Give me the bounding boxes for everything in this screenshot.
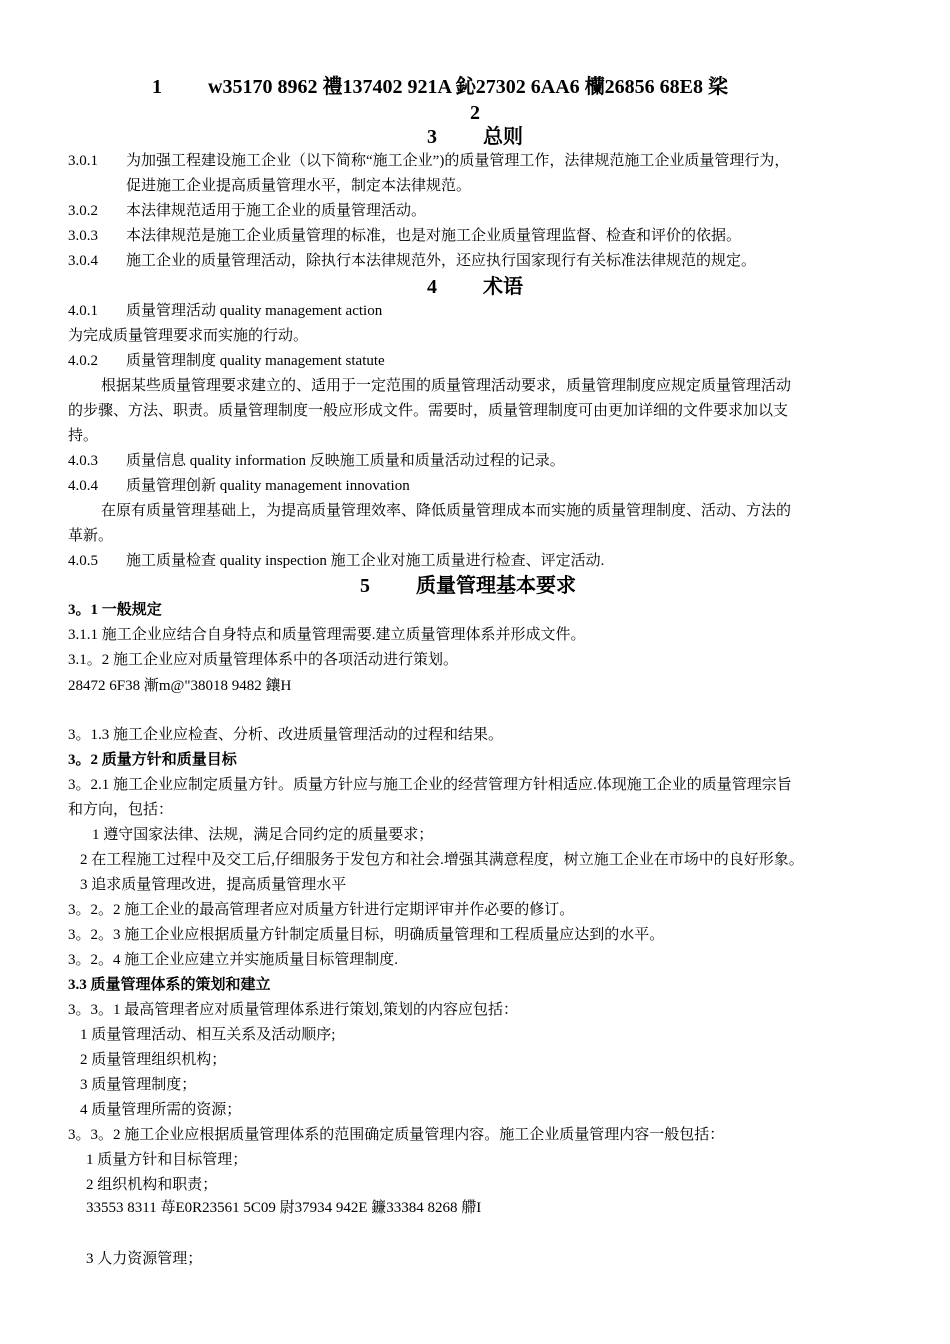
paragraph-3-2-1-line2: 和方向，包括： — [68, 802, 174, 818]
garbled-line-2: 33553 8311 苺E0R23561 5C09 尉37934 942E 鐮33384 8268 艜I — [86, 1200, 482, 1216]
term-definition: 革新。 — [68, 528, 114, 544]
heading-1-number: 1 — [152, 76, 162, 98]
term-4-0-1 — [68, 301, 382, 321]
heading-4-number: 4 — [427, 276, 437, 298]
heading-4-text: 术语 — [483, 276, 523, 298]
term-number: 4.0.4 — [68, 478, 98, 494]
heading-4 — [0, 274, 950, 300]
paragraph-3-3-2: 3。3。2 施工企业应根据质量管理体系的范围确定质量管理内容。施工企业质量管理内容一般包括： — [68, 1127, 725, 1143]
paragraph-3-1-1: 3.1.1 施工企业应结合自身特点和质量管理需要.建立质量管理体系并形成文件。 — [68, 627, 586, 643]
term-text: 质量管理制度 quality management statute — [126, 353, 385, 369]
paragraph-3-3-1: 3。3。1 最高管理者应对质量管理体系进行策划,策划的内容应包括： — [68, 1002, 519, 1018]
term-4-0-2 — [68, 351, 385, 371]
term-text: 质量信息 quality information 反映施工质量和质量活动过程的记录。 — [126, 453, 565, 469]
term-4-0-5 — [68, 551, 604, 571]
term-text: 施工质量检查 quality inspection 施工企业对施工质量进行检查、评定活动. — [126, 553, 605, 569]
paragraph-3-2-2: 3。2。2 施工企业的最高管理者应对质量方针进行定期评审并作必要的修订。 — [68, 902, 575, 918]
term-4-0-4-definition-line2 — [68, 526, 113, 546]
clause-text: 为加强工程建设施工企业（以下简称“施工企业”)的质量管理工作，法律规范施工企业质量管理行为， — [126, 153, 790, 169]
clause-3-0-3 — [68, 226, 741, 246]
heading-3 — [0, 124, 950, 150]
heading-3-text: 总则 — [483, 126, 523, 148]
heading-2 — [0, 100, 950, 126]
list-item: 4 质量管理所需的资源； — [80, 1102, 242, 1118]
subheading-3-3: 3.3 质量管理体系的策划和建立 — [68, 977, 271, 993]
list-item: 1 质量管理活动、相互关系及活动顺序; — [80, 1027, 336, 1043]
term-4-0-4 — [68, 476, 410, 496]
clause-3-0-2 — [68, 201, 426, 221]
term-definition: 的步骤、方法、职责。质量管理制度一般应形成文件。需要时，质量管理制度可由更加详细的文件要求加以支 — [68, 403, 789, 419]
paragraph-3-2-3: 3。2。3 施工企业应根据质量方针制定质量目标，明确质量管理和工程质量应达到的水平。 — [68, 927, 665, 943]
clause-text: 施工企业的质量管理活动，除执行本法律规范外，还应执行国家现行有关标准法律规范的规定。 — [126, 253, 757, 269]
clause-text: 本法律规范适用于施工企业的质量管理活动。 — [126, 203, 427, 219]
paragraph-3-1-2: 3.1。2 施工企业应对质量管理体系中的各项活动进行策划。 — [68, 652, 459, 668]
term-definition: 在原有质量管理基础上，为提高质量管理效率、降低质量管理成本而实施的质量管理制度、活动、方法的 — [101, 503, 792, 519]
heading-3-number: 3 — [427, 126, 437, 148]
paragraph-3-2-4: 3。2。4 施工企业应建立并实施质量目标管理制度. — [68, 952, 399, 968]
term-4-0-2-definition-line1 — [101, 376, 791, 396]
term-number: 4.0.2 — [68, 353, 98, 369]
subheading-3-2: 3。2 质量方针和质量目标 — [68, 752, 237, 768]
list-item: 2 组织机构和职责； — [86, 1177, 218, 1193]
paragraph-3-1-3: 3。1.3 施工企业应检查、分析、改进质量管理活动的过程和结果。 — [68, 727, 504, 743]
term-definition: 为完成质量管理要求而实施的行动。 — [68, 328, 309, 344]
term-text: 质量管理创新 quality management innovation — [126, 478, 410, 494]
list-item: 2 在工程施工过程中及交工后,仔细服务于发包方和社会.增强其满意程度，树立施工企业在市场中的良好形象。 — [80, 852, 804, 868]
clause-3-0-1 — [68, 151, 789, 171]
term-4-0-3 — [68, 451, 565, 471]
clause-3-0-1-continued — [126, 176, 471, 196]
term-text: 质量管理活动 quality management action — [126, 303, 383, 319]
term-definition: 持。 — [68, 428, 99, 444]
subheading-3-1: 3。1 一般规定 — [68, 602, 162, 618]
list-item: 3 人力资源管理； — [86, 1251, 203, 1267]
term-4-0-4-definition-line1 — [101, 501, 791, 521]
heading-1 — [152, 74, 728, 100]
clause-number: 3.0.2 — [68, 203, 98, 219]
term-number: 4.0.5 — [68, 553, 98, 569]
list-item: 3 质量管理制度； — [80, 1077, 197, 1093]
list-item: 1 质量方针和目标管理； — [86, 1152, 248, 1168]
heading-5 — [360, 573, 576, 599]
heading-2-number: 2 — [470, 102, 480, 124]
heading-1-text: w35170 8962 禮137402 921A 鈊27302 6AA6 欗26856 68E8 桬 — [208, 76, 729, 98]
clause-number: 3.0.3 — [68, 228, 98, 244]
clause-number: 3.0.4 — [68, 253, 98, 269]
term-number: 4.0.3 — [68, 453, 98, 469]
term-number: 4.0.1 — [68, 303, 98, 319]
term-definition: 根据某些质量管理要求建立的、适用于一定范围的质量管理活动要求，质量管理制度应规定质量管理活动 — [101, 378, 792, 394]
term-4-0-2-definition-line3 — [68, 426, 98, 446]
list-item: 2 质量管理组织机构； — [80, 1052, 227, 1068]
paragraph-3-2-1-line1: 3。2.1 施工企业应制定质量方针。质量方针应与施工企业的经营管理方针相适应.体现施工企业的质量管理宗旨 — [68, 777, 792, 793]
clause-text: 本法律规范是施工企业质量管理的标准，也是对施工企业质量管理监督、检查和评价的依据。 — [126, 228, 742, 244]
clause-number: 3.0.1 — [68, 153, 98, 169]
garbled-line-1: 28472 6F38 漸m@"38018 9482 鑲H — [68, 678, 292, 694]
heading-5-text: 质量管理基本要求 — [416, 575, 576, 597]
term-4-0-1-definition — [68, 326, 308, 346]
list-item: 3 追求质量管理改进，提高质量管理水平 — [80, 877, 347, 893]
clause-3-0-4 — [68, 251, 756, 271]
term-4-0-2-definition-line2 — [68, 401, 788, 421]
clause-text: 促进施工企业提高质量管理水平，制定本法律规范。 — [126, 178, 472, 194]
list-item: 1 遵守国家法律、法规，满足合同约定的质量要求； — [92, 827, 434, 843]
heading-5-number: 5 — [360, 575, 370, 597]
